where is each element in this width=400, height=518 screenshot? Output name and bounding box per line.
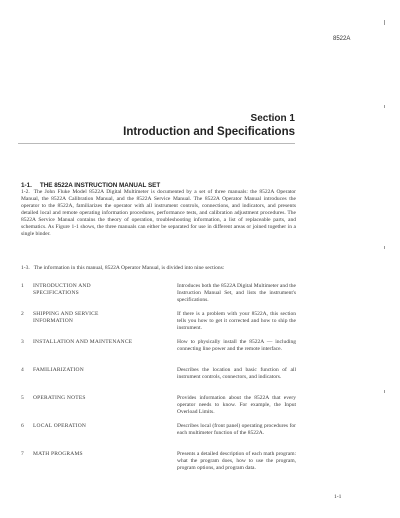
section-list-title: MATH PROGRAMS bbox=[33, 451, 83, 457]
section-list bbox=[21, 283, 296, 479]
section-list-item bbox=[21, 283, 296, 311]
section-list-number: 6 bbox=[21, 423, 24, 429]
section-list-item bbox=[21, 339, 296, 367]
section-list-item bbox=[21, 395, 296, 423]
section-list-title: INTRODUCTION AND SPECIFICATIONS bbox=[33, 283, 91, 296]
section-list-number: 4 bbox=[21, 367, 24, 373]
section-list-title: SHIPPING AND SERVICE INFORMATION bbox=[33, 311, 99, 324]
section-list-item bbox=[21, 311, 296, 339]
binding-mark bbox=[384, 390, 385, 393]
binding-mark bbox=[384, 20, 385, 25]
section-list-number: 2 bbox=[21, 311, 24, 317]
section-list-title: INSTALLATION AND MAINTENANCE bbox=[33, 339, 133, 345]
section-number: Section 1 bbox=[250, 113, 295, 124]
title-rule bbox=[18, 143, 295, 144]
paragraph-number: 1-2. bbox=[21, 189, 30, 195]
subsection-number: 1-1. bbox=[21, 182, 32, 189]
paragraph-1-2 bbox=[21, 189, 296, 238]
section-list-description: Describes the location and basic function of all instrument controls, connectors, and indicators. bbox=[177, 367, 296, 380]
section-list-number: 5 bbox=[21, 395, 24, 401]
section-list-number: 7 bbox=[21, 451, 24, 457]
section-list-item bbox=[21, 451, 296, 479]
section-list-description: Describes local (front panel) operating procedures for each multimeter function of the 8522A. bbox=[177, 423, 296, 436]
paragraph-text: The information in this manual, 8522A Operator Manual, is divided into nine sections: bbox=[33, 265, 225, 271]
binding-mark bbox=[384, 105, 385, 108]
section-list-description: How to physically install the 8522A — including connecting line power and the remote interface. bbox=[177, 339, 296, 352]
paragraph-1-3 bbox=[21, 265, 296, 272]
section-list-description: If there is a problem with your 8522A, this section tells you how to get it corrected and how to ship the instrument. bbox=[177, 311, 296, 331]
model-number: 8522A bbox=[333, 36, 351, 42]
section-list-description: Presents a detailed description of each math program: what the program does, how to use the program, program options, and program data. bbox=[177, 451, 296, 471]
section-list-title: FAMILIARIZATION bbox=[33, 367, 84, 373]
section-list-description: Provides information about the 8522A that every operator needs to know. For example, the Input Overload Limits. bbox=[177, 395, 296, 415]
binding-mark bbox=[384, 246, 385, 249]
section-list-description: Introduces both the 8522A Digital Multimeter and the Instruction Manual Set, and lists the instrument's specifications. bbox=[177, 283, 296, 303]
section-list-item bbox=[21, 367, 296, 395]
section-list-title: LOCAL OPERATION bbox=[33, 423, 87, 429]
paragraph-text: The John Fluke Model 8522A Digital Multimeter is documented by a set of three manuals: the 8522A Operator Manual, the 8522A Calibration Manual, and the 8522A Service Manual. The 8522A Operator Manual introduces the operator to the 8522A, familiarizes the operator with all instrument controls, connections, and indicators, and presents detailed local and remote operating information procedures, performance tests, and calibration adjustment procedures. The 8522A Service Manual contains the theory of operation, troubleshooting information, a list of replaceable parts, and schematics. As Figure 1-1 shows, the three manuals can either be separated for use in different areas or joined together in a single binder. bbox=[21, 189, 296, 237]
paragraph-number: 1-3. bbox=[21, 265, 30, 271]
section-list-number: 1 bbox=[21, 283, 24, 289]
subsection-heading bbox=[21, 182, 160, 189]
section-title: Introduction and Specifications bbox=[123, 126, 295, 138]
page-number: 1-1 bbox=[334, 494, 342, 500]
section-list-number: 3 bbox=[21, 339, 24, 345]
section-list-item bbox=[21, 423, 296, 451]
section-list-title: OPERATING NOTES bbox=[33, 395, 86, 401]
subsection-title: THE 8522A INSTRUCTION MANUAL SET bbox=[39, 182, 161, 189]
